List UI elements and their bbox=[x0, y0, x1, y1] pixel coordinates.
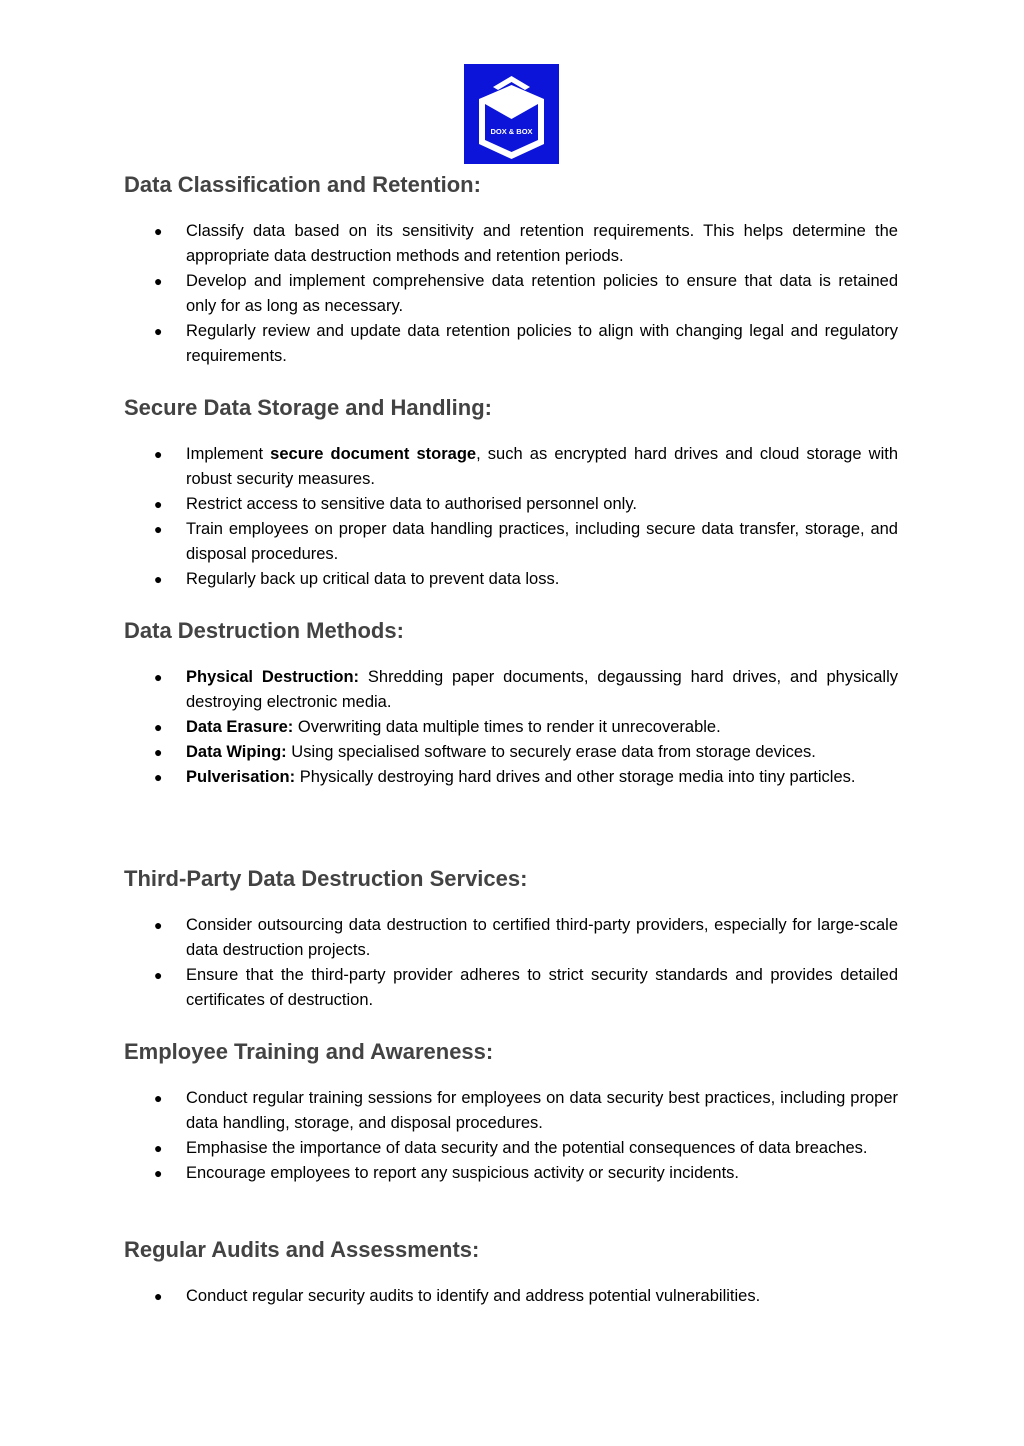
item-text: Emphasise the importance of data security and the potential consequences of data breaches. bbox=[186, 1139, 868, 1157]
list-item bbox=[124, 1161, 898, 1186]
item-bold-text: Data Wiping: bbox=[186, 743, 287, 761]
item-text: Physically destroying hard drives and other storage media into tiny particles. bbox=[295, 768, 856, 786]
item-text: Restrict access to sensitive data to authorised personnel only. bbox=[186, 495, 637, 513]
list-item bbox=[124, 913, 898, 963]
list-item bbox=[124, 715, 898, 740]
section-5 bbox=[124, 1037, 898, 1182]
list-item bbox=[124, 765, 898, 790]
section-4 bbox=[124, 864, 898, 1009]
item-text: Develop and implement comprehensive data retention policies to ensure that data is retained only for as long as necessary. bbox=[186, 272, 898, 315]
item-bold-text: Data Erasure: bbox=[186, 718, 294, 736]
bullet-icon: ● bbox=[154, 917, 163, 933]
item-text: Regularly review and update data retention policies to align with changing legal and regulatory requirements. bbox=[186, 322, 898, 365]
dox-and-box-logo bbox=[464, 64, 559, 164]
item-text: Implement bbox=[186, 445, 271, 463]
item-bold-text: secure document storage bbox=[270, 445, 477, 463]
bullet-icon: ● bbox=[154, 744, 163, 760]
bullet-icon: ● bbox=[154, 446, 163, 462]
list-item bbox=[124, 665, 898, 715]
list-item bbox=[124, 963, 898, 1013]
bullet-icon: ● bbox=[154, 273, 163, 289]
box-logo-icon bbox=[464, 64, 559, 164]
list-item bbox=[124, 1284, 898, 1309]
bullet-icon: ● bbox=[154, 719, 163, 735]
bullet-icon: ● bbox=[154, 1140, 163, 1156]
bullet-icon: ● bbox=[154, 571, 163, 587]
section-heading: Third-Party Data Destruction Services: bbox=[124, 866, 528, 891]
item-text: Classify data based on its sensitivity and retention requirements. This helps determine the appropriate data destruction methods and retention periods. bbox=[186, 222, 898, 265]
section-heading: Secure Data Storage and Handling: bbox=[124, 395, 492, 420]
bullet-icon: ● bbox=[154, 967, 163, 983]
bullet-icon: ● bbox=[154, 669, 163, 685]
item-bold-text: Pulverisation: bbox=[186, 768, 296, 786]
section-2 bbox=[124, 393, 899, 588]
bullet-icon: ● bbox=[154, 769, 163, 785]
list-item bbox=[124, 442, 898, 492]
section-heading: Employee Training and Awareness: bbox=[124, 1039, 494, 1064]
section-heading: Data Classification and Retention: bbox=[124, 172, 481, 197]
list-item bbox=[124, 219, 898, 269]
item-text: Conduct regular security audits to identify and address potential vulnerabilities. bbox=[186, 1287, 761, 1305]
list-item bbox=[124, 740, 898, 765]
bullet-list bbox=[124, 913, 898, 1013]
list-item bbox=[124, 1136, 898, 1161]
section-heading: Data Destruction Methods: bbox=[124, 618, 404, 643]
bullet-icon: ● bbox=[154, 1165, 163, 1181]
list-item bbox=[124, 1086, 898, 1136]
item-text: Train employees on proper data handling practices, including secure data transfer, storage, and disposal procedures. bbox=[186, 520, 898, 563]
bullet-list bbox=[124, 1284, 898, 1309]
item-text: Shredding paper documents, degaussing hard drives, and physically destroying electronic media. bbox=[186, 668, 898, 711]
bullet-icon: ● bbox=[154, 1090, 163, 1106]
list-item bbox=[124, 567, 898, 592]
list-item bbox=[124, 269, 898, 319]
bullet-list bbox=[124, 442, 898, 592]
list-item bbox=[124, 492, 898, 517]
bullet-list bbox=[124, 665, 898, 790]
bullet-icon: ● bbox=[154, 496, 163, 512]
bullet-icon: ● bbox=[154, 521, 163, 537]
item-text: Ensure that the third-party provider adheres to strict security standards and provides detailed certificates of destruction. bbox=[186, 966, 898, 1009]
logo-wordmark: DOX & BOX bbox=[490, 127, 533, 136]
item-text: , such as encrypted hard drives and cloud storage with robust security measures. bbox=[186, 445, 899, 488]
item-text: Consider outsourcing data destruction to certified third-party providers, especially for large-scale data destruction projects. bbox=[186, 916, 898, 959]
section-heading: Regular Audits and Assessments: bbox=[124, 1237, 480, 1262]
bullet-icon: ● bbox=[154, 223, 163, 239]
item-bold-text: Physical Destruction: bbox=[186, 668, 360, 686]
bullet-icon: ● bbox=[154, 1288, 163, 1304]
section-1 bbox=[124, 170, 898, 365]
list-item bbox=[124, 319, 898, 369]
section-3 bbox=[124, 616, 898, 786]
list-item bbox=[124, 517, 898, 567]
item-text: Regularly back up critical data to prevent data loss. bbox=[186, 570, 560, 588]
item-text: Conduct regular training sessions for employees on data security best practices, including proper data handling, storage, and disposal procedures. bbox=[186, 1089, 898, 1132]
bullet-icon: ● bbox=[154, 323, 163, 339]
bullet-list bbox=[124, 1086, 898, 1186]
item-text: Encourage employees to report any suspicious activity or security incidents. bbox=[186, 1164, 740, 1182]
item-text: Overwriting data multiple times to render it unrecoverable. bbox=[293, 718, 721, 736]
section-6 bbox=[124, 1235, 898, 1305]
item-text: Using specialised software to securely erase data from storage devices. bbox=[286, 743, 816, 761]
bullet-list bbox=[124, 219, 898, 369]
